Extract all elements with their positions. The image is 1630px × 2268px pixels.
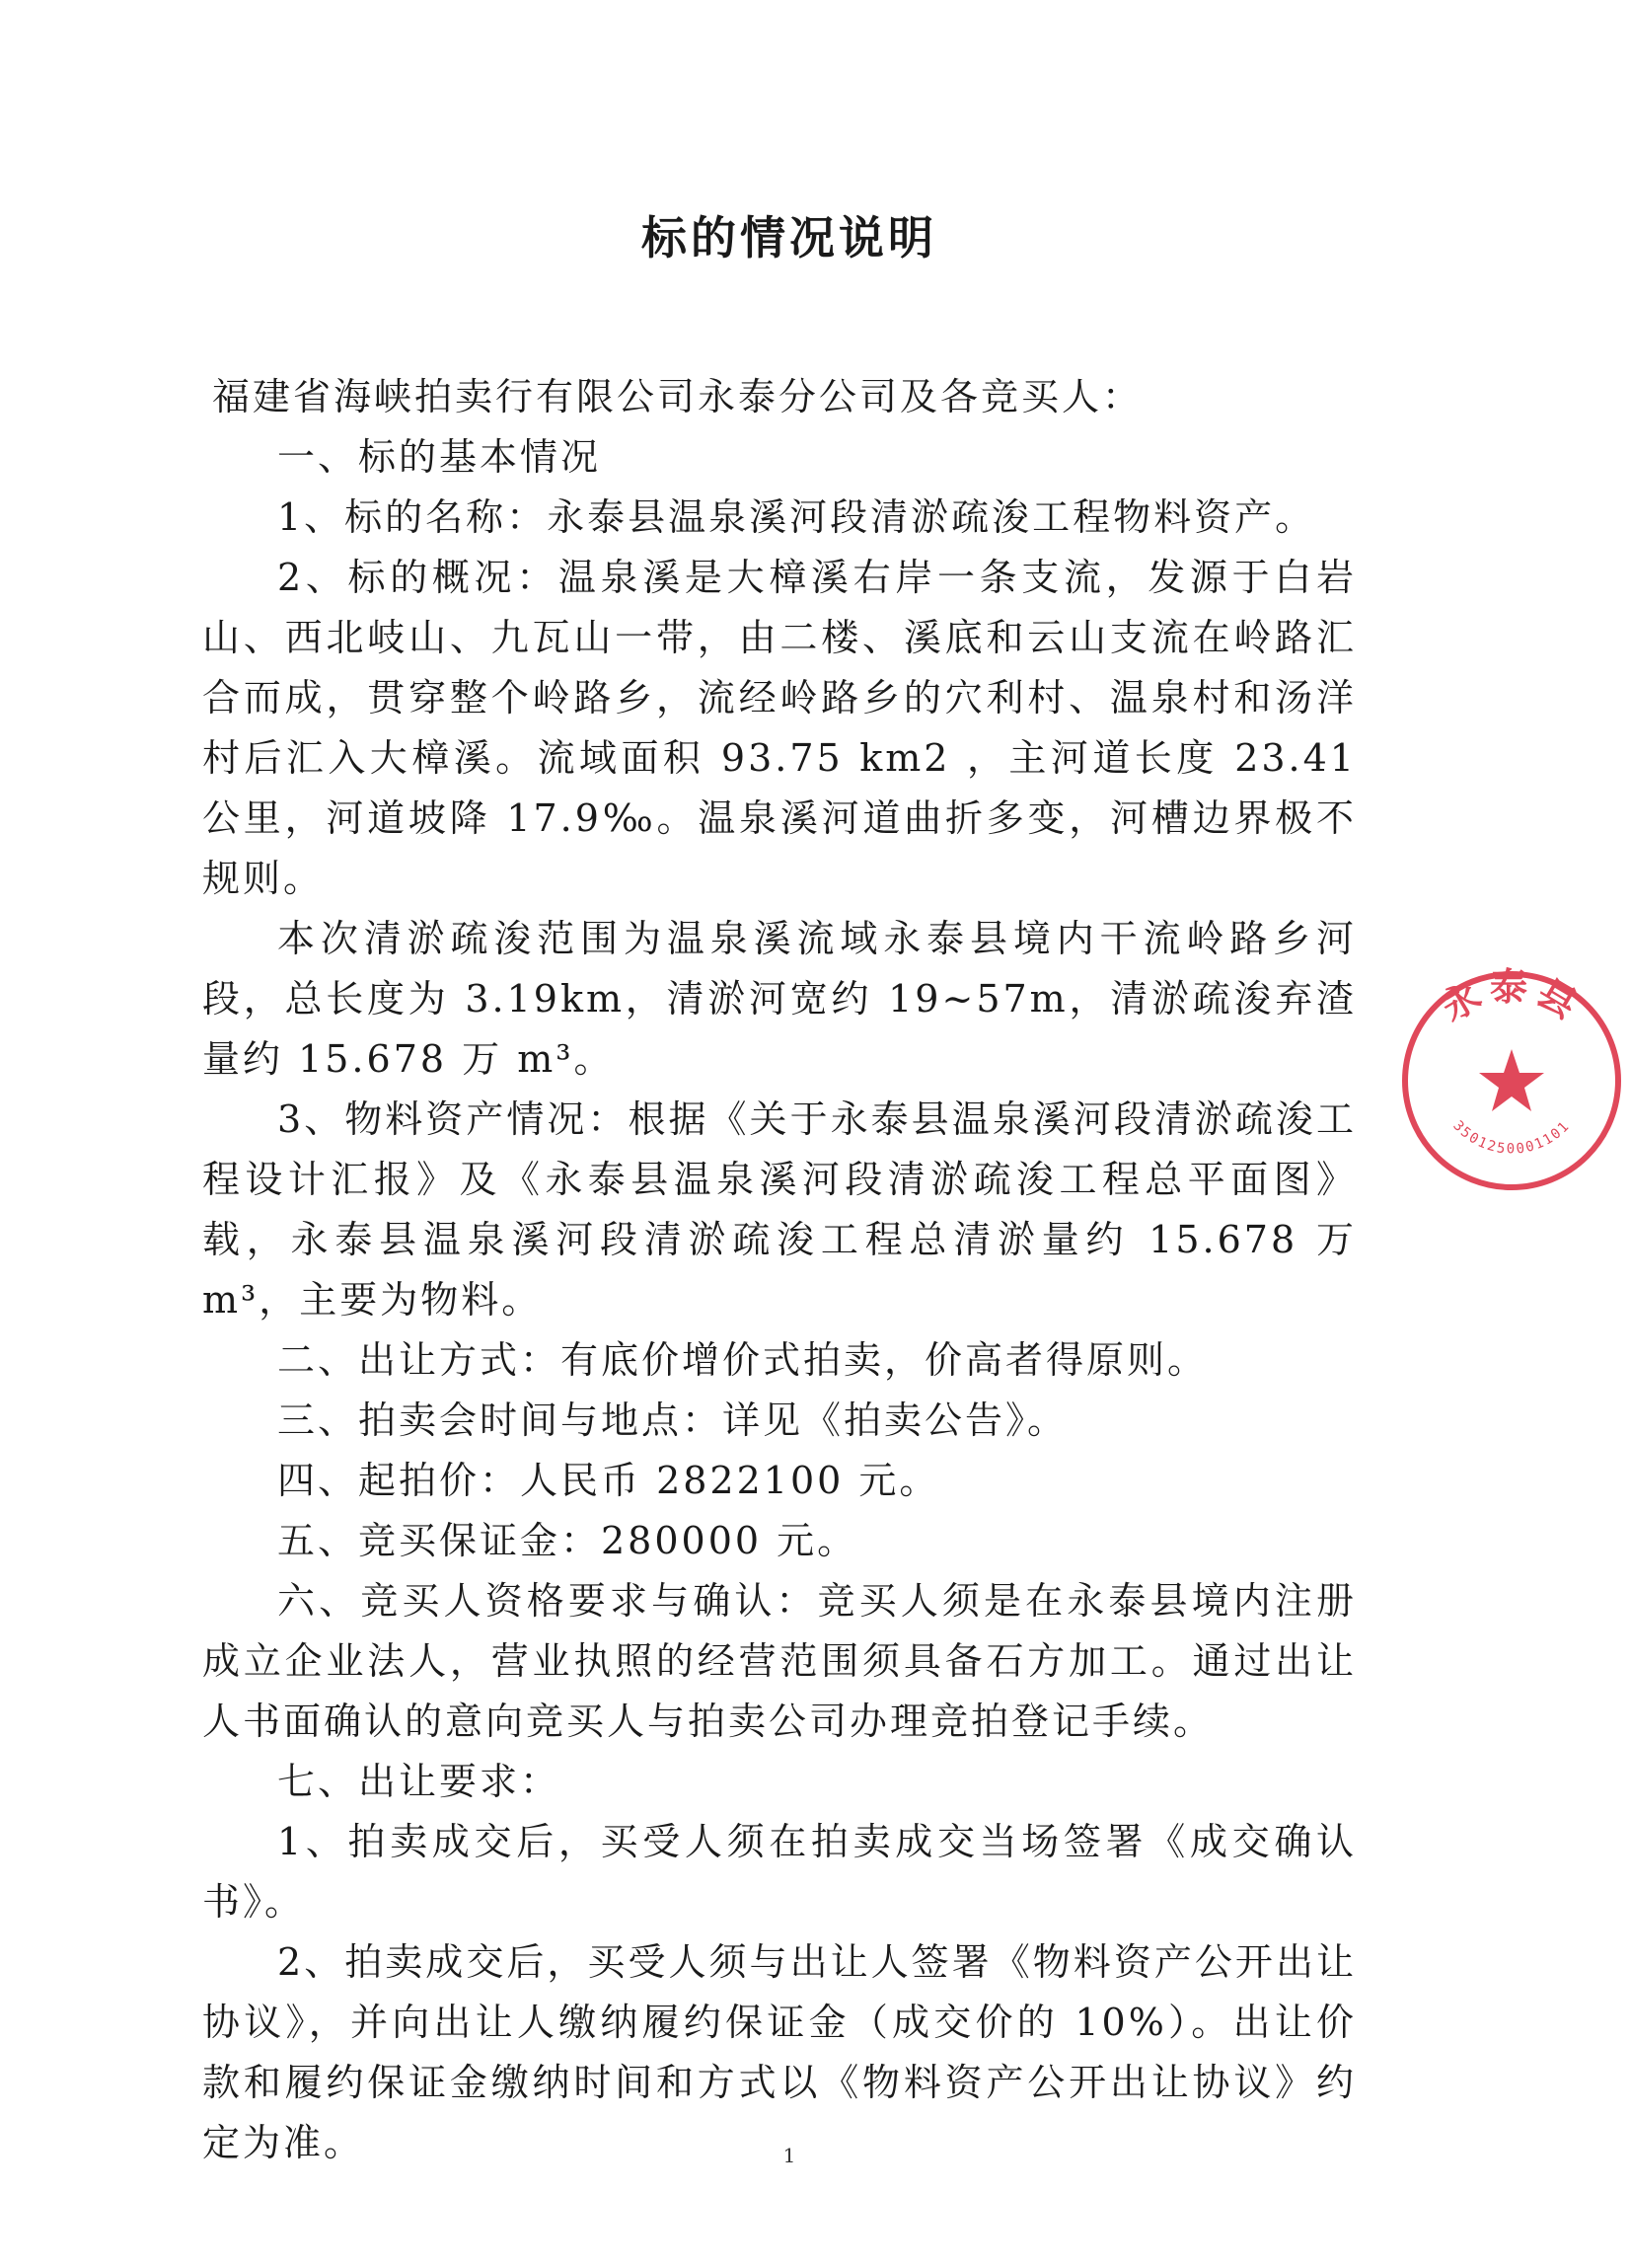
requirement-1: 1、拍卖成交后，买受人须在拍卖成交当场签署《成交确认书》。: [202, 1820, 1357, 1924]
section-heading-3: 三、拍卖会时间与地点：详见《拍卖公告》。: [277, 1399, 1069, 1442]
addressee: 福建省海峡拍卖行有限公司永泰分公司及各竞买人：: [212, 375, 1144, 418]
paragraph-overview: 2、标的概况：温泉溪是大樟溪右岸一条支流，发源于白岩山、西北岐山、九瓦山一带，由二楼、溪底和云山支流在岭路汇合而成，贯穿整个岭路乡，流经岭路乡的穴利村、温泉村和汤洋村后汇入大樟溪。流域面积 93.75 km2 ，主河道长度 23.41 公里，河道坡降 17.9‰。温泉溪河道曲折多变，河槽边界极不规则。: [202, 556, 1357, 900]
seal-star-icon: [1479, 1049, 1544, 1111]
page-number: 1: [782, 2144, 796, 2167]
requirement-2: 2、拍卖成交后，买受人须与出让人签署《物料资产公开出让协议》，并向出让人缴纳履约保证金（成交价的 10%）。出让价款和履约保证金缴纳时间和方式以《物料资产公开出让协议》约定为准。: [202, 1940, 1357, 2164]
section-heading-4: 四、起拍价：人民币 2822100 元。: [277, 1459, 940, 1502]
section-heading-7: 七、出让要求：: [277, 1760, 561, 1803]
seal-serial: 3501250001101: [1449, 1117, 1574, 1158]
section-heading-2: 二、出让方式：有底价增价式拍卖，价高者得原则。: [277, 1338, 1209, 1382]
official-seal: [1393, 962, 1630, 1199]
paragraph-material-assets: 3、物料资产情况：根据《关于永泰县温泉溪河段清淤疏浚工程设计汇报》及《永泰县温泉溪河段清淤疏浚工程总平面图》载，永泰县温泉溪河段清淤疏浚工程总清淤量约 15.678 万 m³，主要为物料。: [202, 1097, 1357, 1322]
paragraph-dredging-scope: 本次清淤疏浚范围为温泉溪流域永泰县境内干流岭路乡河段，总长度为 3.19km，清淤河宽约 19~57m，清淤疏浚弃渣量约 15.678 万 m³。: [202, 917, 1357, 1081]
section-heading-6: 六、竞买人资格要求与确认：竞买人须是在永泰县境内注册成立企业法人，营业执照的经营范围须具备石方加工。通过出让人书面确认的意向竞买人与拍卖公司办理竞拍登记手续。: [202, 1579, 1357, 1743]
document-body: [202, 367, 1357, 2173]
section-heading-5: 五、竞买保证金：280000 元。: [277, 1519, 858, 1562]
section-heading-1: 一、标的基本情况: [277, 435, 602, 479]
page-title: 标的情况说明: [641, 211, 937, 265]
paragraph-item-name: 1、标的名称：永泰县温泉溪河段清淤疏浚工程物料资产。: [277, 495, 1316, 539]
seal-text: 永泰县: [1433, 964, 1591, 1030]
